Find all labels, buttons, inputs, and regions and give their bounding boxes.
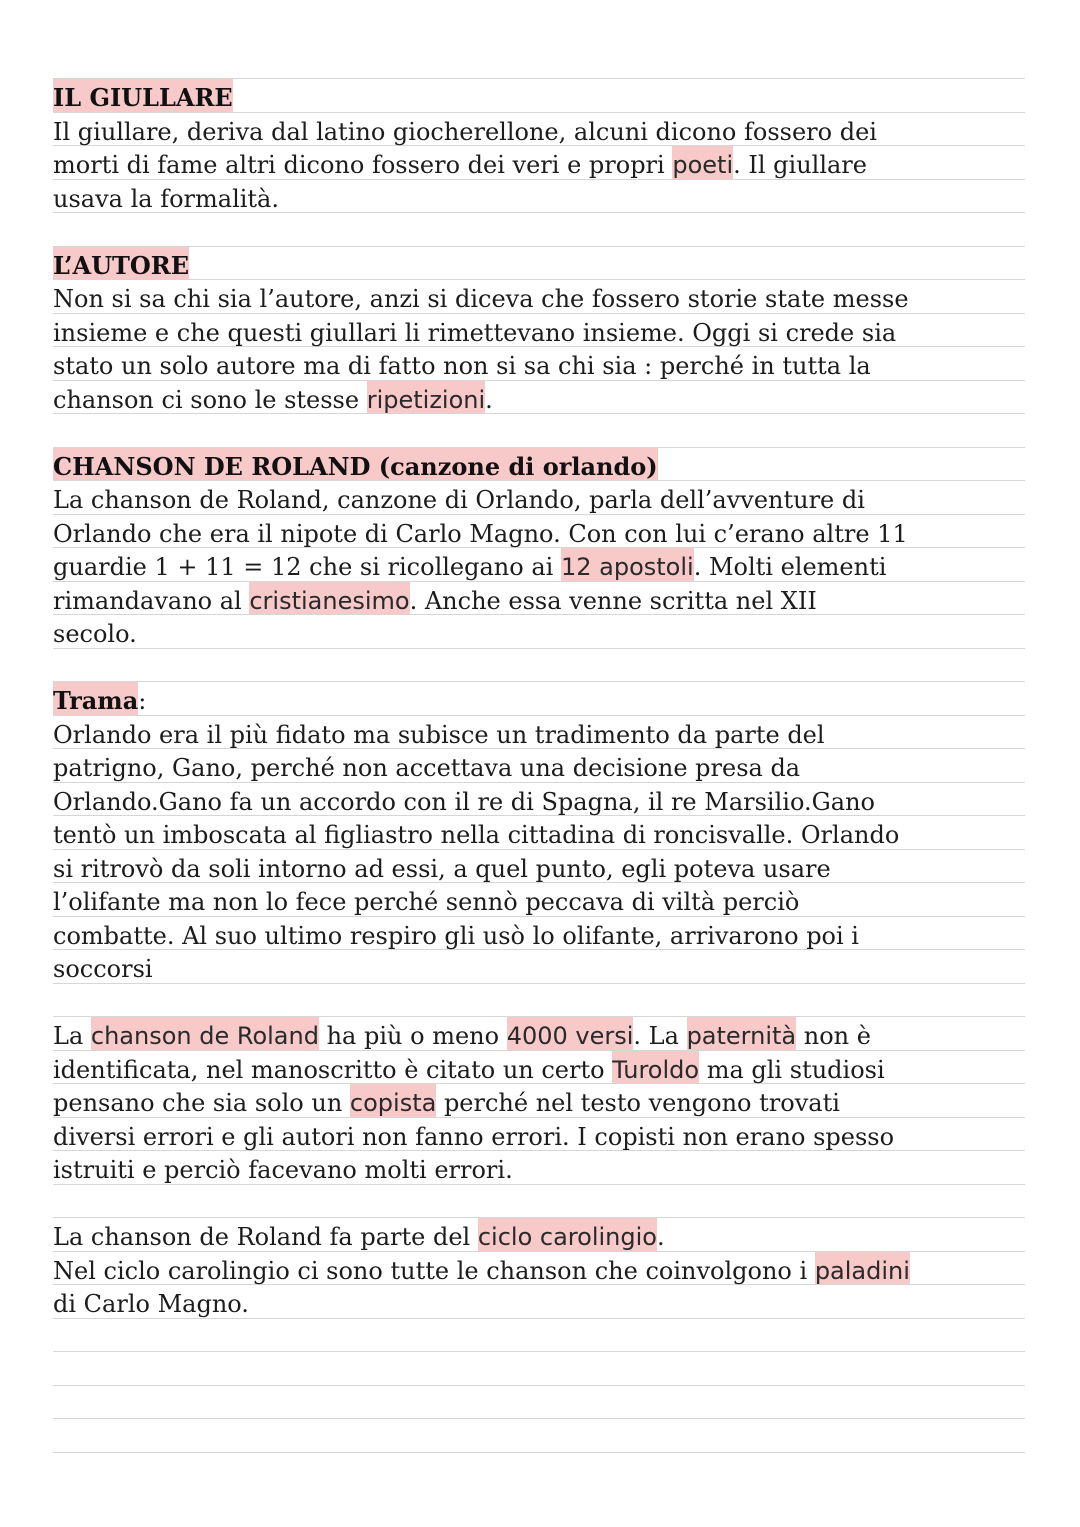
text-line bbox=[53, 850, 1025, 884]
highlighted-term: 12 apostoli bbox=[561, 548, 694, 581]
line-text: l’olifante ma non lo fece perché sennò peccava di viltà perciò bbox=[53, 888, 800, 916]
line-text: rimandavano al bbox=[53, 586, 250, 615]
line-text: insieme e che questi giullari li rimettevano insieme. Oggi si crede sia bbox=[53, 318, 897, 347]
text-line bbox=[53, 582, 1025, 616]
line-text: di Carlo Magno. bbox=[53, 1290, 249, 1318]
highlighted-term: copista bbox=[350, 1084, 436, 1117]
line-text: si ritrovò da soli intorno ad essi, a quel punto, egli poteva usare bbox=[53, 854, 831, 883]
text-line bbox=[53, 1151, 1025, 1185]
text-line bbox=[53, 381, 1025, 415]
section-heading-trama: Trama bbox=[53, 682, 138, 715]
text-line bbox=[53, 749, 1025, 783]
text-line bbox=[53, 180, 1025, 214]
text-line bbox=[53, 1285, 1025, 1319]
line-text: ma gli studiosi bbox=[699, 1055, 885, 1084]
line-text: . Anche essa venne scritta nel XII bbox=[409, 586, 817, 615]
section-heading-chanson: CHANSON DE ROLAND (canzone di orlando) bbox=[53, 448, 658, 481]
line-text: . bbox=[485, 385, 493, 414]
line-text: ha più o meno bbox=[318, 1022, 507, 1050]
ruled-sheet bbox=[53, 78, 1025, 1453]
text-line bbox=[53, 79, 1025, 113]
line-text: Orlando che era il nipote di Carlo Magno. Con con lui c’erano altre 11 bbox=[53, 519, 908, 548]
highlighted-term: ciclo carolingio bbox=[478, 1218, 657, 1251]
line-text: . Il giullare bbox=[733, 151, 867, 179]
line-text: Nel ciclo carolingio ci sono tutte le chanson che coinvolgono i bbox=[53, 1256, 815, 1285]
line-text: Il giullare, deriva dal latino giocherellone, alcuni dicono fossero dei bbox=[53, 117, 877, 146]
text-line bbox=[53, 481, 1025, 515]
text-line bbox=[53, 682, 1025, 716]
highlighted-term: paternità bbox=[687, 1017, 797, 1050]
text-line bbox=[53, 1051, 1025, 1085]
line-text: pensano che sia solo un bbox=[53, 1089, 350, 1117]
line-text: . bbox=[656, 1223, 665, 1251]
text-line bbox=[53, 816, 1025, 850]
highlighted-term: ripetizioni bbox=[367, 381, 485, 414]
line-text: . La bbox=[633, 1022, 687, 1050]
line-text: patrigno, Gano, perché non accettava una decisione presa da bbox=[53, 754, 801, 782]
line-text: istruiti e perciò facevano molti errori. bbox=[53, 1156, 513, 1184]
line-text: morti di fame altri dicono fossero dei veri e propri bbox=[53, 151, 673, 179]
text-line bbox=[53, 716, 1025, 750]
text-line bbox=[53, 113, 1025, 147]
line-text: La bbox=[53, 1022, 91, 1050]
ruled-line bbox=[53, 414, 1025, 448]
text-line bbox=[53, 280, 1025, 314]
line-text: Non si sa chi sia l’autore, anzi si diceva che fossero storie state messe bbox=[53, 285, 909, 313]
line-text: non è bbox=[796, 1022, 871, 1050]
line-text: usava la formalità. bbox=[53, 184, 279, 213]
highlighted-term: paladini bbox=[815, 1252, 910, 1285]
ruled-line bbox=[53, 1319, 1025, 1353]
line-text: secolo. bbox=[53, 620, 137, 648]
line-text: chanson ci sono le stesse bbox=[53, 385, 367, 414]
text-line bbox=[53, 950, 1025, 984]
text-line bbox=[53, 1252, 1025, 1286]
line-text: La chanson de Roland, canzone di Orlando, parla dell’avventure di bbox=[53, 486, 865, 514]
ruled-line bbox=[53, 1419, 1025, 1453]
line-text: stato un solo autore ma di fatto non si sa chi sia : perché in tutta la bbox=[53, 352, 871, 380]
line-text: La chanson de Roland fa parte del bbox=[53, 1223, 478, 1251]
line-text: . Molti elementi bbox=[693, 553, 887, 581]
section-heading-autore: L’AUTORE bbox=[53, 247, 189, 280]
text-line bbox=[53, 1017, 1025, 1051]
text-line bbox=[53, 783, 1025, 817]
line-text: soccorsi bbox=[53, 955, 153, 983]
text-line bbox=[53, 1218, 1025, 1252]
text-line bbox=[53, 347, 1025, 381]
highlighted-term: poeti bbox=[672, 146, 733, 179]
line-text: perché nel testo vengono trovati bbox=[436, 1089, 840, 1117]
text-line bbox=[53, 1118, 1025, 1152]
ruled-line bbox=[53, 1185, 1025, 1219]
text-line bbox=[53, 448, 1025, 482]
text-line bbox=[53, 1084, 1025, 1118]
line-text: tentò un imboscata al figliastro nella cittadina di roncisvalle. Orlando bbox=[53, 821, 900, 849]
text-line bbox=[53, 314, 1025, 348]
line-text: diversi errori e gli autori non fanno errori. I copisti non erano spesso bbox=[53, 1122, 895, 1151]
text-line bbox=[53, 515, 1025, 549]
ruled-line bbox=[53, 213, 1025, 247]
line-text: combatte. Al suo ultimo respiro gli usò lo olifante, arrivarono poi i bbox=[53, 921, 859, 950]
ruled-line bbox=[53, 984, 1025, 1018]
line-text: guardie 1 + 11 = 12 che si ricollegano ai bbox=[53, 553, 561, 581]
highlighted-term: cristianesimo bbox=[249, 582, 409, 615]
line-text: identificata, nel manoscritto è citato un certo bbox=[53, 1055, 613, 1084]
highlighted-term: chanson de Roland bbox=[91, 1017, 319, 1050]
heading-suffix: : bbox=[138, 687, 147, 715]
text-line bbox=[53, 615, 1025, 649]
text-line bbox=[53, 548, 1025, 582]
ruled-line bbox=[53, 649, 1025, 683]
text-line bbox=[53, 146, 1025, 180]
highlighted-term: Turoldo bbox=[612, 1051, 699, 1084]
text-line bbox=[53, 917, 1025, 951]
text-line bbox=[53, 883, 1025, 917]
ruled-line bbox=[53, 1352, 1025, 1386]
section-heading-giullare: IL GIULLARE bbox=[53, 79, 233, 112]
text-line bbox=[53, 247, 1025, 281]
ruled-line bbox=[53, 1386, 1025, 1420]
line-text: Orlando era il più fidato ma subisce un tradimento da parte del bbox=[53, 720, 825, 749]
highlighted-term: 4000 versi bbox=[507, 1017, 634, 1050]
line-text: Orlando.Gano fa un accordo con il re di Spagna, il re Marsilio.Gano bbox=[53, 787, 875, 816]
